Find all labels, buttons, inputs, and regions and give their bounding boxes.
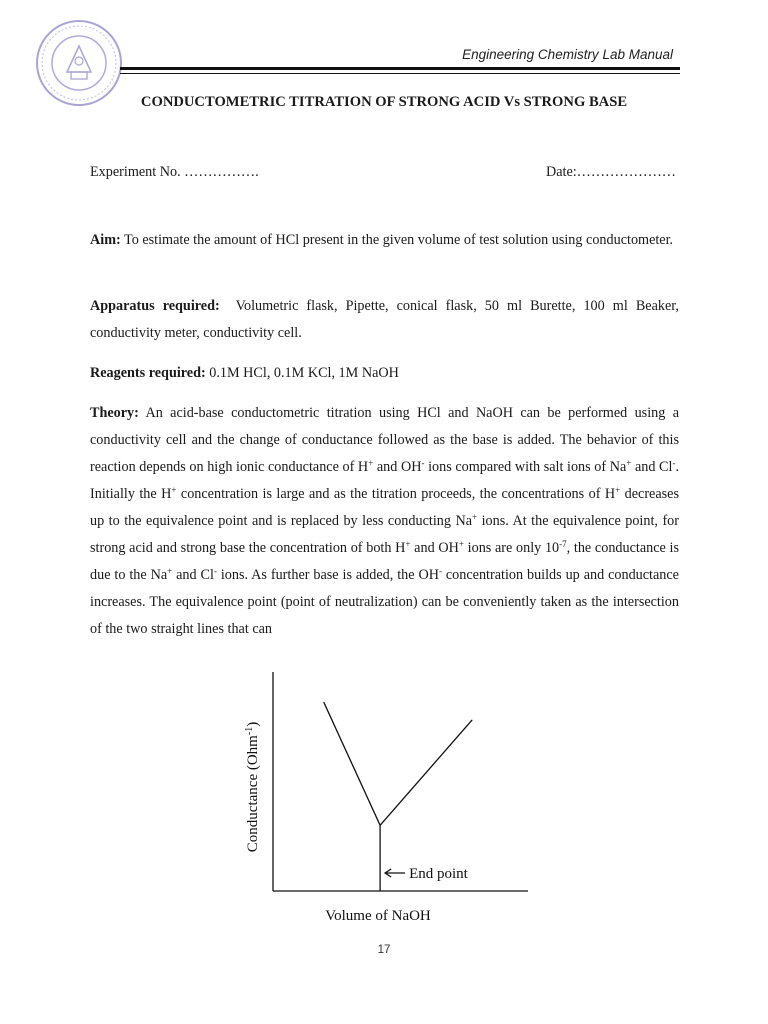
ion-charge-superscript: -7: [559, 539, 567, 549]
apparatus-section: [90, 293, 679, 347]
theory-text-run: concentration is large and as the titration proceeds, the concentrations of H: [176, 486, 616, 502]
apparatus-text: Volumetric flask, Pipette, conical flask, 50 ml Burette, 100 ml Beaker, conductivity meter, conductivity cell.: [90, 298, 679, 341]
aim-label: Aim:: [90, 232, 121, 248]
experiment-date-row: [90, 164, 676, 181]
conductance-chart: [230, 660, 540, 930]
ion-charge-superscript: +: [171, 485, 177, 495]
theory-text-run: and Cl: [172, 567, 214, 583]
theory-text-run: , the conductance is due to the Na: [90, 540, 679, 583]
y-axis-label: Conductance (Ohm$^{-1}$): [244, 721, 261, 853]
theory-text-run: ions are only 10: [463, 540, 560, 556]
data-point: [323, 702, 324, 703]
header-rule-thin: [120, 73, 680, 74]
theory-label: Theory:: [90, 405, 139, 421]
theory-text: [90, 405, 679, 637]
end-point-label: End point: [409, 866, 468, 882]
theory-text-run: decreases up to the equivalence point and is replaced by less conducting Na: [90, 486, 679, 529]
theory-text-run: An acid-base conductometric titration using HCl and NaOH can be performed using a conductivity cell and the change of conductance followed as the base is added. The behavior of this reaction depends on high ionic conductance of H: [90, 405, 679, 475]
x-axis-label: Volume of NaOH: [325, 908, 431, 924]
conductance-series-line: [324, 703, 472, 826]
reagents-label: Reagents required:: [90, 365, 206, 381]
end-point-arrow-icon: [385, 869, 405, 877]
ion-charge-superscript: +: [368, 458, 374, 468]
ion-charge-superscript: +: [167, 566, 173, 576]
theory-text-run: and OH: [373, 459, 422, 475]
theory-text-run: . Initially the H: [90, 459, 679, 502]
ion-charge-superscript: -: [421, 458, 425, 468]
theory-text-run: ions. As further base is added, the OH: [216, 567, 439, 583]
ion-charge-superscript: +: [405, 539, 411, 549]
date-field: Date:…………………: [545, 164, 676, 180]
ion-charge-superscript: +: [615, 485, 621, 495]
document-title: CONDUCTOMETRIC TITRATION OF STRONG ACID Vs STRONG BASE: [140, 94, 628, 110]
ion-charge-superscript: -: [672, 458, 676, 468]
reagents-text: 0.1M HCl, 0.1M KCl, 1M NaOH: [209, 365, 399, 381]
page-number: 17: [377, 944, 391, 956]
ion-charge-superscript: +: [472, 512, 478, 522]
experiment-number: Experiment No. …………….: [90, 164, 259, 180]
reagents-section: [90, 360, 679, 387]
theory-text-run: concentration builds up and conductance increases. The equivalence point (point of neutralization) can be conveniently taken as the intersection of the two straight lines that can: [90, 567, 679, 637]
aim-section: [90, 227, 679, 254]
data-point: [471, 720, 472, 721]
running-header-title: Engineering Chemistry Lab Manual: [462, 47, 673, 62]
theory-section: [90, 400, 679, 643]
ion-charge-superscript: +: [626, 458, 632, 468]
aim-text: To estimate the amount of HCl present in the given volume of test solution using conductometer.: [124, 232, 674, 248]
header-rule: [120, 67, 680, 70]
theory-text-run: and Cl: [631, 459, 673, 475]
ion-charge-superscript: +: [458, 539, 464, 549]
ion-charge-superscript: -: [213, 566, 217, 576]
apparatus-label: Apparatus required:: [90, 298, 220, 314]
theory-text-run: ions. At the equivalence point, for strong acid and strong base the concentration of both H: [90, 513, 679, 556]
plot-area: [323, 702, 472, 891]
ion-charge-superscript: -: [438, 566, 442, 576]
theory-text-run: ions compared with salt ions of Na: [424, 459, 627, 475]
theory-text-run: and OH: [410, 540, 459, 556]
